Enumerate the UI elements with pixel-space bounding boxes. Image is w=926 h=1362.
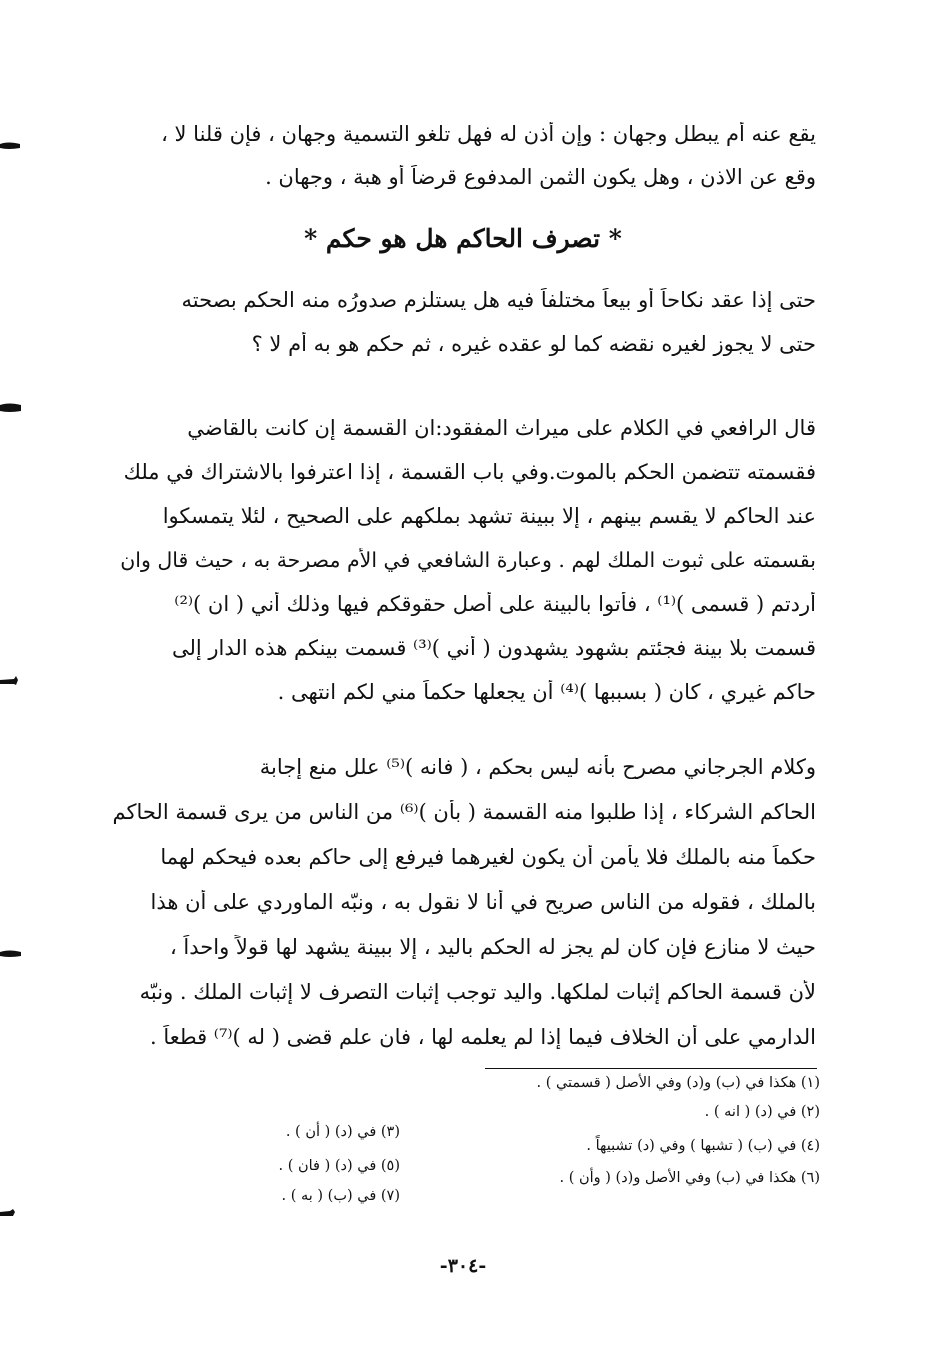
para3-line-2: الحاكم الشركاء ، إذا طلبوا منه القسمة ( بأن )⁽⁶⁾ من الناس من يرى قسمة الحاكم — [112, 800, 816, 824]
section-heading: * تصرف الحاكم هل هو حكم * — [304, 224, 622, 253]
para3-line-7: الدارمي على أن الخلاف فيما إذا لم يعلمه لها ، فان علم قضى ( له )⁽⁷⁾ قطعاً . — [149, 1025, 816, 1049]
para2-line-6: قسمت بلا بينة فجئتم بشهود يشهدون ( أني )⁽³⁾ قسمت بينكم هذه الدار إلى — [171, 636, 816, 660]
binding-mark-icon — [0, 676, 22, 688]
para3-line-1: وكلام الجرجاني مصرح بأنه ليس بحكم ، ( فانه )⁽⁵⁾ علل منع إجابة — [259, 755, 816, 779]
para1-line-1: حتى إذا عقد نكاحاً أو بيعاً مختلفاً فيه هل يستلزم صدورُه منه الحكم بصحته — [181, 288, 816, 312]
binding-mark-icon — [0, 140, 22, 152]
para2-line-7: حاكم غيري ، كان ( بسببها )⁽⁴⁾ أن يجعلها حكماً مني لكم انتهى . — [277, 680, 816, 704]
para3-line-5: حيث لا منازع فإن كان لم يجز له الحكم باليد ، إلا ببينة يشهد لها قولاً واحداً ، — [169, 935, 816, 959]
footnote-separator — [485, 1068, 817, 1069]
footnote-5: (٥) في (د) ( فان ) . — [278, 1158, 400, 1174]
footnote-2: (٢) في (د) ( انه ) . — [704, 1104, 820, 1120]
para1-line-2: حتى لا يجوز لغيره نقضه كما لو عقده غيره ، ثم حكم هو به أم لا ؟ — [251, 332, 816, 356]
para3-line-4: بالملك ، فقوله من الناس صريح في أنا لا نقول به ، ونبّه الماوردي على أن هذا — [150, 890, 816, 914]
intro-line-2: وقع عن الاذن ، وهل يكون الثمن المدفوع قرضاً أو هبة ، وجهان . — [265, 165, 816, 189]
footnote-6: (٦) هكذا في (ب) وفي الأصل و(د) ( وأن ) . — [559, 1170, 820, 1186]
footnote-7: (٧) في (ب) ( به ) . — [281, 1188, 400, 1204]
para2-line-2: فقسمته تتضمن الحكم بالموت.وفي باب القسمة ، إذا اعترفوا بالاشتراك في ملك — [123, 460, 816, 484]
para3-line-6: لأن قسمة الحاكم إثبات لملكها. واليد توجب إثبات التصرف لا إثبات الملك . ونبّه — [139, 980, 816, 1004]
footnote-1: (١) هكذا في (ب) و(د) وفي الأصل ( قسمتي ) . — [536, 1075, 820, 1091]
footnote-3: (٣) في (د) ( أن ) . — [285, 1124, 400, 1140]
para2-line-5: أردتم ( قسمى )⁽¹⁾ ، فأتوا بالبينة على أصل حقوقكم فيها وذلك أني ( ان )⁽²⁾ — [174, 592, 816, 616]
para2-line-3: عند الحاكم لا يقسم بينهم ، إلا ببينة تشهد بملكهم على الصحيح ، لئلا يتمسكوا — [162, 504, 816, 528]
footnote-4: (٤) في (ب) ( تشبها ) وفي (د) تشبيهاً . — [586, 1138, 820, 1154]
para2-line-1: قال الرافعي في الكلام على ميراث المفقود:ان القسمة إن كانت بالقاضي — [187, 416, 816, 440]
binding-mark-icon — [0, 948, 22, 960]
binding-mark-icon — [0, 1208, 22, 1220]
binding-mark-icon — [0, 402, 22, 414]
page-number: -٣٠٤- — [439, 1255, 487, 1277]
intro-line-1: يقع عنه أم يبطل وجهان : وإن أذن له فهل تلغو التسمية وجهان ، فإن قلنا لا ، — [161, 122, 816, 146]
para2-line-4: بقسمته على ثبوت الملك لهم . وعبارة الشافعي في الأم مصرحة به ، حيث قال وان — [120, 548, 816, 572]
para3-line-3: حكماً منه بالملك فلا يأمن أن يكون لغيرهما فيرفع إلى حاكم بعده فيحكم لهما — [160, 845, 816, 869]
